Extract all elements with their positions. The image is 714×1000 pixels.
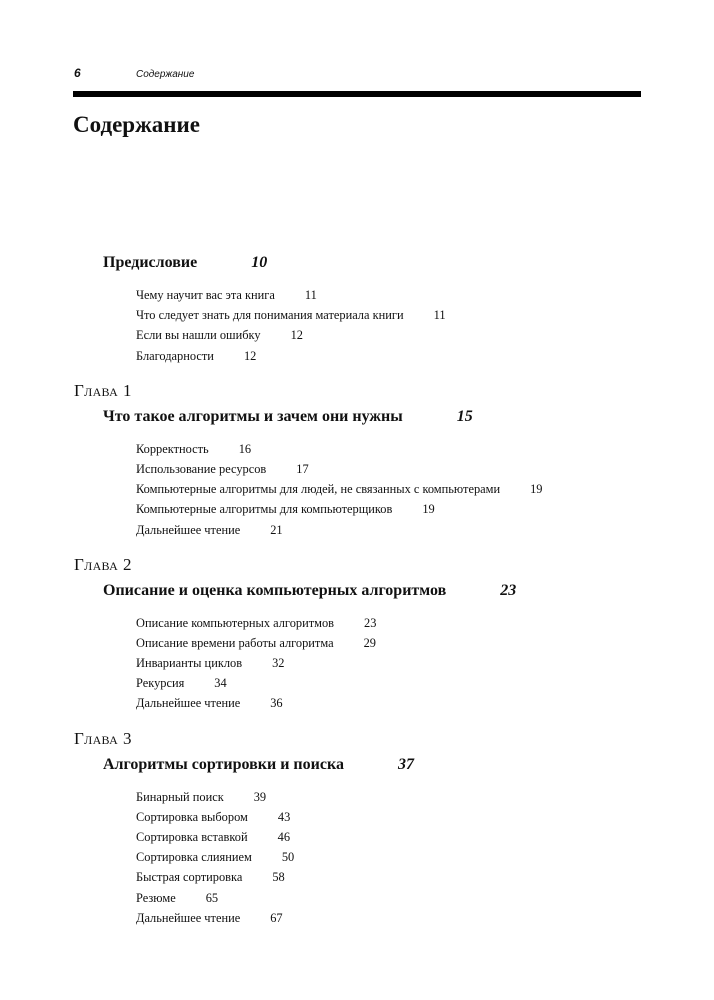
header-rule	[73, 91, 641, 97]
toc-subentry[interactable]	[136, 827, 714, 847]
toc-subentry-label: Корректность	[136, 441, 209, 456]
toc-subentry[interactable]	[136, 807, 714, 827]
toc-subentry-label: Благодарности	[136, 348, 214, 363]
toc-entry-title: Описание и оценка компьютерных алгоритмов	[103, 581, 447, 599]
toc-subentry[interactable]	[136, 346, 714, 366]
toc-subentry-page: 32	[272, 656, 285, 671]
toc-subentry-page: 19	[530, 482, 543, 497]
toc-entry-title: Алгоритмы сортировки и поиска	[103, 755, 344, 773]
toc-subentry-label: Если вы нашли ошибку	[136, 328, 261, 343]
toc-subentry[interactable]	[136, 693, 714, 713]
chapter-word: Глава	[74, 380, 119, 400]
page-title: Содержание	[73, 112, 200, 137]
toc-subentry-page: 11	[433, 308, 446, 323]
toc-subentry-page: 12	[290, 328, 303, 343]
toc-entry-title: Что такое алгоритмы и зачем они нужны	[103, 407, 403, 425]
toc-subentry-label: Дальнейшее чтение	[136, 522, 241, 537]
chapter-label-1	[0, 378, 714, 404]
toc-sublist-preface	[0, 285, 714, 366]
toc-subentry[interactable]	[136, 908, 714, 928]
running-head-title: Содержание	[136, 69, 195, 80]
toc-subentry[interactable]	[136, 499, 714, 519]
toc-subentry-label: Описание компьютерных алгоритмов	[136, 615, 335, 630]
toc-subentry[interactable]	[136, 867, 714, 887]
toc-entry-page: 15	[456, 407, 473, 425]
toc-subentry-label: Описание времени работы алгоритма	[136, 635, 334, 650]
toc-subentry-page: 67	[270, 910, 283, 925]
toc-subentry-label: Чему научит вас эта книга	[136, 288, 275, 302]
toc-sublist-chapter-3	[0, 787, 714, 928]
chapter-word: Глава	[74, 728, 119, 748]
chapter-label-3	[0, 726, 714, 752]
toc-subentry-label: Сортировка слиянием	[136, 850, 252, 865]
toc-subentry-label: Что следует знать для понимания материала книги	[136, 308, 404, 323]
toc-subentry[interactable]	[136, 787, 714, 807]
toc-subentry-page: 39	[253, 789, 267, 804]
toc-subentry[interactable]	[136, 847, 714, 867]
toc-subentry[interactable]	[136, 673, 714, 693]
toc-subentry[interactable]	[136, 305, 714, 325]
toc-subentry-label: Компьютерные алгоритмы для компьютерщиков	[136, 502, 393, 517]
toc-subentry-label: Сортировка вставкой	[136, 830, 248, 844]
chapter-number: 3	[123, 728, 132, 748]
toc-subentry[interactable]	[136, 613, 714, 633]
toc-entry-chapter-1[interactable]	[0, 404, 714, 430]
toc-entry-page: 10	[251, 254, 268, 271]
toc-subentry[interactable]	[136, 285, 714, 305]
toc-subentry-page: 12	[243, 348, 257, 363]
toc-subentry[interactable]	[136, 520, 714, 540]
toc-subentry-label: Инварианты циклов	[136, 656, 243, 671]
toc-entry-page: 23	[500, 581, 517, 599]
toc-subentry-page: 36	[270, 696, 283, 711]
toc-subentry-page: 21	[270, 522, 283, 537]
toc-subentry-page: 43	[277, 809, 291, 824]
toc-subentry[interactable]	[136, 633, 714, 653]
table-of-contents	[0, 250, 714, 928]
toc-subentry-page: 19	[422, 502, 435, 517]
toc-subentry-page: 34	[214, 676, 227, 691]
toc-entry-page: 37	[397, 755, 414, 773]
toc-entry-chapter-2[interactable]	[0, 578, 714, 604]
toc-subentry-label: Рекурсия	[136, 676, 185, 691]
toc-sublist-chapter-2	[0, 613, 714, 714]
toc-subentry-label: Использование ресурсов	[136, 461, 267, 476]
toc-subentry-label: Быстрая сортировка	[136, 870, 243, 885]
toc-subentry-page: 46	[277, 830, 291, 844]
chapter-word: Глава	[74, 554, 119, 574]
toc-subentry-label: Резюме	[136, 890, 176, 905]
toc-subentry-label: Дальнейшее чтение	[136, 910, 241, 925]
running-head	[74, 66, 194, 84]
toc-subentry-label: Бинарный поиск	[136, 789, 224, 804]
toc-subentry[interactable]	[136, 653, 714, 673]
toc-subentry[interactable]	[136, 888, 714, 908]
toc-subentry[interactable]	[136, 479, 714, 499]
toc-subentry-label: Компьютерные алгоритмы для людей, не связанных с компьютерами	[136, 482, 501, 497]
toc-subentry-page: 58	[272, 870, 285, 885]
toc-subentry-label: Сортировка выбором	[136, 809, 248, 824]
toc-entry-title: Предисловие	[103, 254, 198, 271]
toc-subentry-page: 16	[238, 441, 252, 456]
toc-subentry-page: 65	[205, 890, 219, 905]
toc-subentry[interactable]	[136, 325, 714, 345]
toc-subentry[interactable]	[136, 459, 714, 479]
chapter-number: 2	[123, 554, 132, 574]
chapter-number: 1	[123, 380, 132, 400]
toc-sublist-chapter-1	[0, 439, 714, 540]
toc-entry-preface[interactable]	[0, 250, 714, 276]
toc-entry-chapter-3[interactable]	[0, 752, 714, 778]
toc-subentry-page: 29	[363, 635, 376, 650]
toc-subentry[interactable]	[136, 439, 714, 459]
toc-subentry-page: 23	[364, 615, 377, 630]
toc-subentry-page: 17	[296, 461, 309, 476]
toc-subentry-page: 11	[304, 288, 317, 302]
page-number: 6	[74, 66, 81, 80]
toc-subentry-page: 50	[281, 850, 295, 865]
toc-subentry-label: Дальнейшее чтение	[136, 696, 241, 711]
chapter-label-2	[0, 552, 714, 578]
